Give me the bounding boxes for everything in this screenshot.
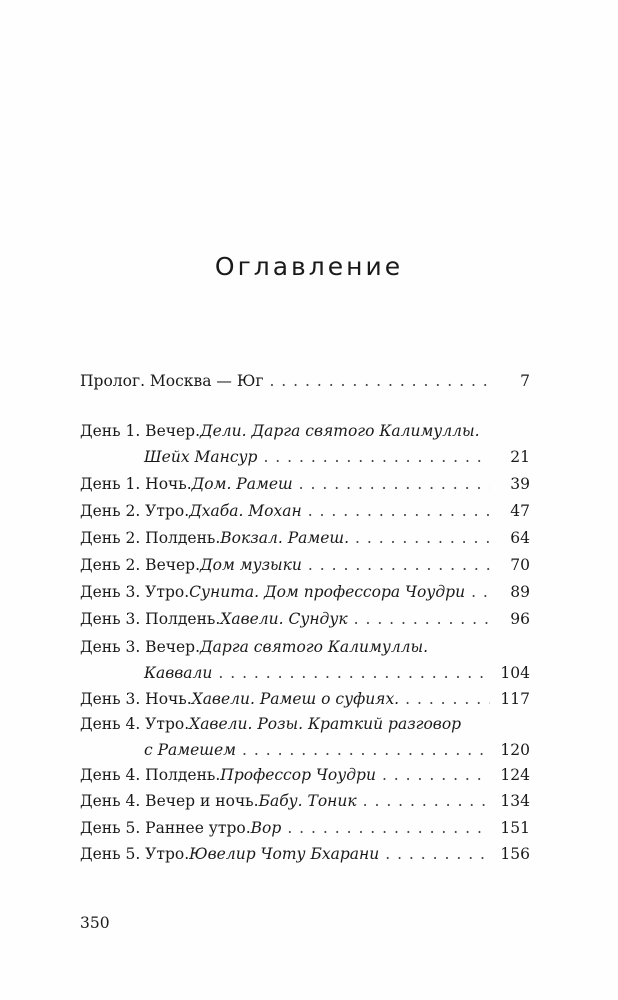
toc-entry bbox=[80, 606, 530, 632]
toc-entry-title: День 3. Ночь. bbox=[80, 690, 192, 708]
toc-page-number: 117 bbox=[500, 690, 530, 708]
toc-entry bbox=[80, 762, 530, 788]
toc-entry-subtitle: Ювелир Чоту Бхарани bbox=[189, 845, 380, 863]
toc-entry-subtitle: Вор bbox=[250, 819, 282, 837]
toc-entry-title: День 4. Полдень. bbox=[80, 766, 221, 784]
toc-entry-subtitle: Вокзал. Рамеш. bbox=[220, 529, 349, 547]
toc-entry bbox=[80, 686, 530, 712]
leader-dots bbox=[363, 788, 490, 814]
toc-entry bbox=[80, 711, 530, 763]
toc-page-number: 89 bbox=[510, 583, 530, 601]
toc-entry-subtitle: Дом. Рамеш bbox=[191, 475, 293, 493]
toc-entry bbox=[80, 498, 530, 524]
toc-entry-subtitle: Дарга святого Калимуллы. bbox=[200, 638, 429, 656]
toc-entry bbox=[80, 418, 530, 470]
toc-entry-title: День 1. Вечер. bbox=[80, 422, 201, 440]
leader-dots bbox=[385, 841, 490, 867]
toc-entry-title: День 5. Раннее утро. bbox=[80, 819, 251, 837]
toc-page-number: 39 bbox=[510, 475, 530, 493]
toc-page-number: 7 bbox=[520, 372, 530, 390]
toc-entry bbox=[80, 841, 530, 867]
toc-entry-title: День 5. Утро. bbox=[80, 845, 190, 863]
leader-dots bbox=[287, 815, 490, 841]
toc-entry bbox=[80, 788, 530, 814]
toc-page-number: 124 bbox=[500, 766, 530, 784]
toc-page-number: 47 bbox=[510, 502, 530, 520]
leader-dots bbox=[405, 686, 490, 712]
toc-entry-title: День 3. Утро. bbox=[80, 583, 190, 601]
toc-entry bbox=[80, 368, 530, 394]
toc-entry-subtitle: Сунита. Дом профессора Чоудри bbox=[189, 583, 466, 601]
leader-dots bbox=[263, 444, 490, 470]
toc-entry bbox=[80, 525, 530, 551]
leader-dots bbox=[299, 471, 490, 497]
page-title: Оглавление bbox=[214, 252, 404, 281]
toc-entry-title: День 3. Полдень. bbox=[80, 610, 221, 628]
leader-dots bbox=[355, 525, 490, 551]
leader-dots bbox=[471, 579, 490, 605]
toc-page-number: 120 bbox=[500, 741, 530, 759]
toc-page-number: 21 bbox=[510, 448, 530, 466]
toc-page-number: 151 bbox=[500, 819, 530, 837]
toc-page-number: 156 bbox=[500, 845, 530, 863]
toc-entry bbox=[80, 815, 530, 841]
toc-entry-title: День 4. Утро. bbox=[80, 715, 190, 733]
toc-entry-title: Пролог. Москва — Юг bbox=[80, 372, 264, 390]
leader-dots bbox=[382, 762, 490, 788]
leader-dots bbox=[354, 606, 490, 632]
toc-entry-continuation: Каввали bbox=[144, 664, 213, 682]
toc-entry-subtitle: Хавели. Розы. Краткий разговор bbox=[189, 715, 462, 733]
leader-dots bbox=[218, 660, 490, 686]
toc-page-number: 96 bbox=[510, 610, 530, 628]
toc-entry-title: День 1. Ночь. bbox=[80, 475, 192, 493]
toc-entry-subtitle: Профессор Чоудри bbox=[220, 766, 376, 784]
toc-entry-title: День 2. Вечер. bbox=[80, 556, 201, 574]
toc-page-number: 70 bbox=[510, 556, 530, 574]
toc-entry-continuation: Шейх Мансур bbox=[144, 448, 258, 466]
toc-page-number: 104 bbox=[500, 664, 530, 682]
toc-entry-title: День 2. Утро. bbox=[80, 502, 190, 520]
leader-dots bbox=[308, 498, 490, 524]
toc-page-number: 64 bbox=[510, 529, 530, 547]
leader-dots bbox=[308, 552, 490, 578]
toc-entry-title: День 4. Вечер и ночь. bbox=[80, 792, 259, 810]
toc-entry bbox=[80, 471, 530, 497]
toc-entry-subtitle: Дхаба. Мохан bbox=[189, 502, 302, 520]
toc-entry bbox=[80, 552, 530, 578]
toc-entry-title: День 3. Вечер. bbox=[80, 638, 201, 656]
toc-entry-subtitle: Дели. Дарга святого Калимуллы. bbox=[200, 422, 480, 440]
toc-entry bbox=[80, 634, 530, 686]
toc-entry-title: День 2. Полдень. bbox=[80, 529, 221, 547]
leader-dots bbox=[242, 737, 490, 763]
page-number: 350 bbox=[80, 914, 110, 932]
toc-entry-subtitle: Бабу. Тоник bbox=[258, 792, 357, 810]
leader-dots bbox=[269, 368, 490, 394]
toc-entry-subtitle: Дом музыки bbox=[200, 556, 302, 574]
toc-entry-subtitle: Хавели. Рамеш о суфиях. bbox=[191, 690, 400, 708]
toc-page-number: 134 bbox=[500, 792, 530, 810]
toc-entry bbox=[80, 579, 530, 605]
toc-entry-continuation: с Рамешем bbox=[144, 741, 237, 759]
toc-entry-subtitle: Хавели. Сундук bbox=[220, 610, 348, 628]
